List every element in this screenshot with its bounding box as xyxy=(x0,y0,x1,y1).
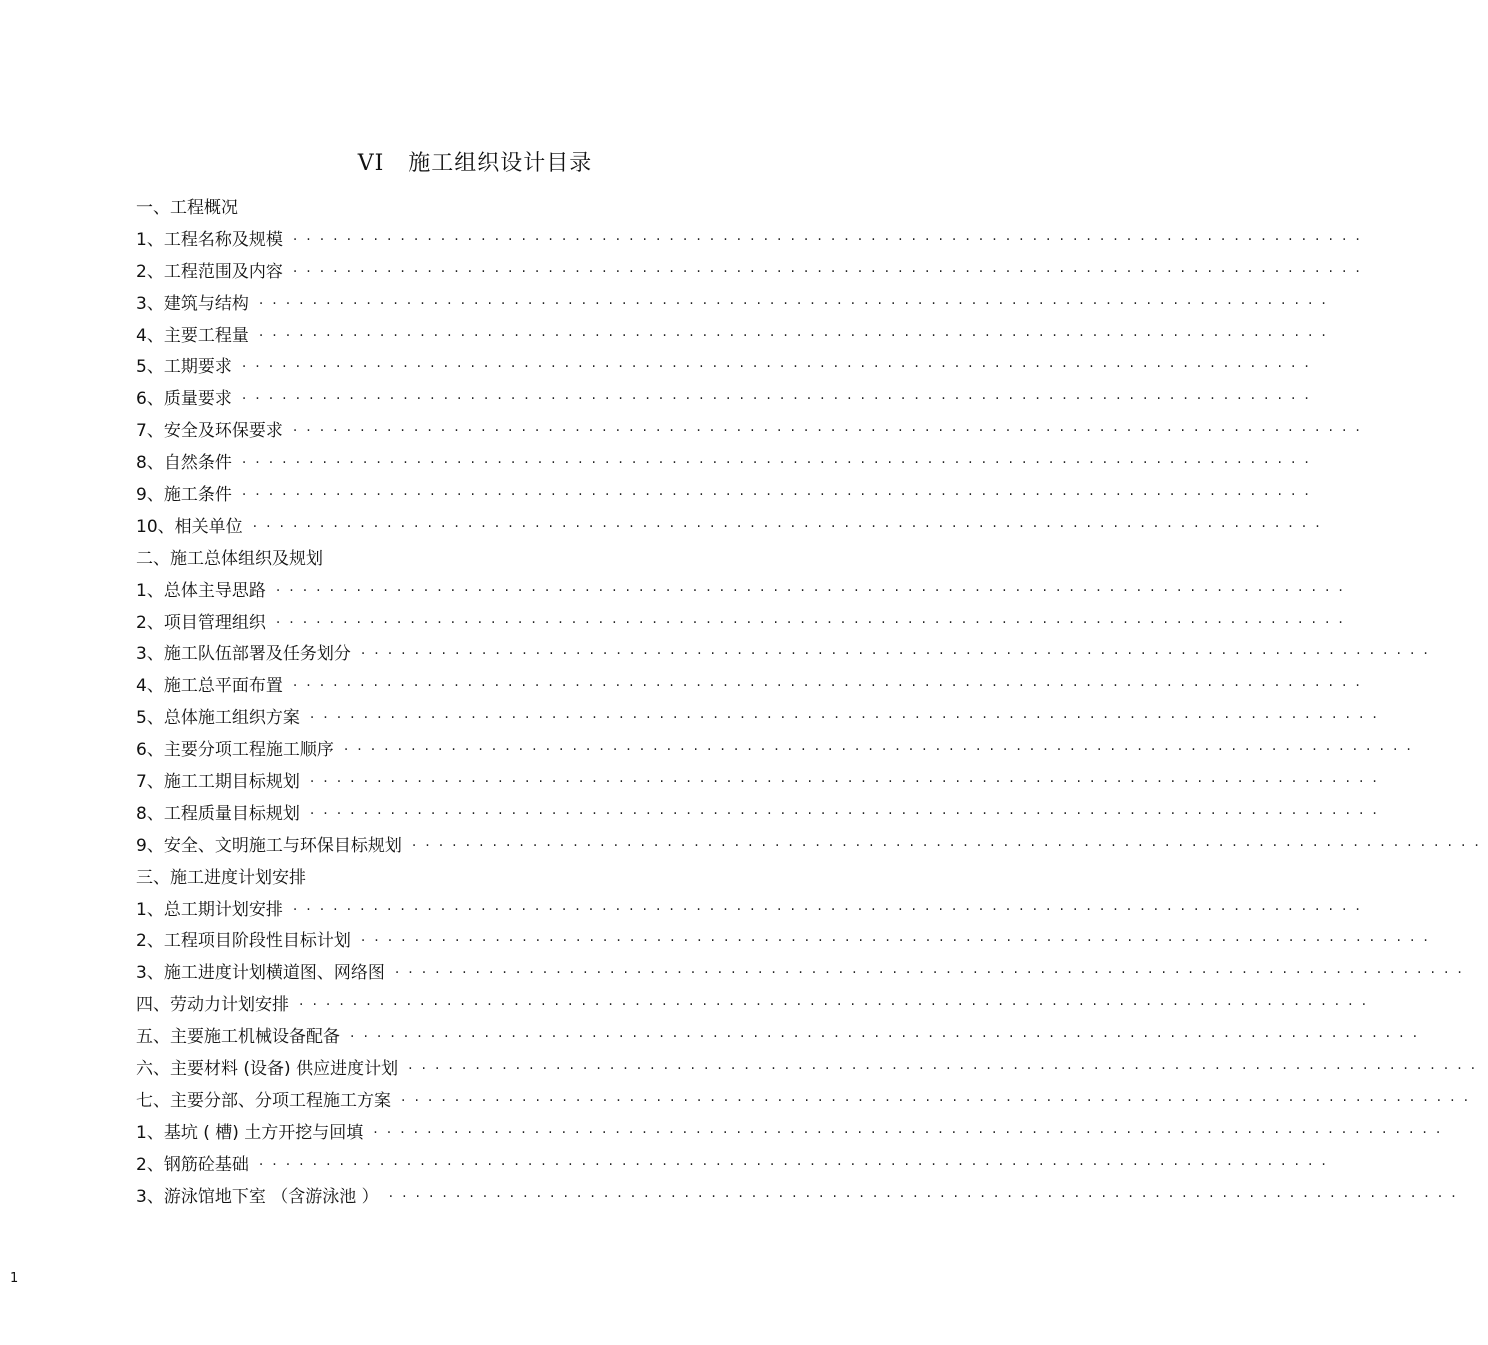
toc-entry xyxy=(136,448,1318,480)
page-number: 1 xyxy=(10,1271,19,1286)
toc-entry-label: 2、工程范围及内容 xyxy=(136,261,283,282)
toc-entry xyxy=(136,608,1352,640)
toc-entry-label: 三、施工进度计划安排 xyxy=(136,867,306,888)
toc-entry xyxy=(136,289,1335,321)
toc-entry-label: 1、总工期计划安排 xyxy=(136,899,283,920)
toc-dot-leader: ················································································ xyxy=(292,263,1369,280)
toc-dot-leader: ················································································ xyxy=(292,901,1369,918)
toc-section-heading xyxy=(136,863,796,895)
toc-entry xyxy=(136,1150,1335,1182)
toc-entry xyxy=(136,1022,1427,1054)
toc-dot-leader: ················································································ xyxy=(309,805,1386,822)
toc-dot-leader: ················································································ xyxy=(241,487,1318,504)
toc-entry-label: 五、主要施工机械设备配备 xyxy=(136,1027,340,1048)
toc-entry-label: 一、工程概况 xyxy=(136,198,238,218)
toc-entry-label: 10、相关单位 xyxy=(136,516,243,537)
toc-entry xyxy=(136,512,1329,544)
toc-entry xyxy=(136,1054,1485,1086)
toc-entry xyxy=(136,1118,1450,1150)
toc-entry-label: 七、主要分部、分项工程施工方案 xyxy=(136,1090,391,1111)
toc-entry xyxy=(136,990,1376,1022)
toc-entry-label: 2、项目管理组织 xyxy=(136,612,266,633)
toc-entry xyxy=(136,767,1386,799)
toc-dot-leader: ················································································ xyxy=(401,1092,1478,1109)
toc-entry-label: 3、游泳馆地下室 （含游泳池 ） xyxy=(136,1186,379,1207)
toc-entry-label: 3、建筑与结构 xyxy=(136,293,249,314)
toc-dot-leader: ················································································ xyxy=(408,1061,1485,1078)
toc-entry xyxy=(136,831,1488,863)
toc-dot-leader: ················································································ xyxy=(258,295,1335,312)
toc-entry xyxy=(136,225,1369,257)
toc-entry xyxy=(136,703,1386,735)
toc-dot-leader: ················································································ xyxy=(275,614,1352,631)
toc-dot-leader: ················································································ xyxy=(299,997,1376,1014)
toc-section-heading xyxy=(136,193,796,225)
toc-entry xyxy=(136,576,1352,608)
toc-entry-label: 8、自然条件 xyxy=(136,453,232,474)
toc-entry-label: 4、施工总平面布置 xyxy=(136,676,283,697)
toc-dot-leader: ················································································ xyxy=(241,359,1318,376)
toc-entry xyxy=(136,1086,1478,1118)
toc-dot-leader: ················································································ xyxy=(360,646,1437,663)
toc-dot-leader: ················································································ xyxy=(258,1156,1335,1173)
toc-entry-label: 二、施工总体组织及规划 xyxy=(136,548,323,569)
toc-dot-leader: ················································································ xyxy=(411,837,1488,854)
toc-entry-label: 四、劳动力计划安排 xyxy=(136,995,289,1016)
toc-entry xyxy=(136,799,1386,831)
toc-dot-leader: ················································································ xyxy=(241,455,1318,472)
title-text: 施工组织设计目录 xyxy=(408,151,593,176)
toc-dot-leader: ················································································ xyxy=(350,1029,1427,1046)
toc-dot-leader: ················································································ xyxy=(388,1188,1465,1205)
toc-entry-label: 1、工程名称及规模 xyxy=(136,229,283,250)
toc-entry xyxy=(136,416,1369,448)
toc-dot-leader: ················································································ xyxy=(309,710,1386,727)
toc-entry xyxy=(136,958,1471,990)
document-title xyxy=(0,146,950,177)
toc-entry-label: 9、施工条件 xyxy=(136,485,232,506)
toc-entry-label: 六、主要材料 (设备) 供应进度计划 xyxy=(136,1059,399,1080)
toc-section-heading xyxy=(136,544,796,576)
toc-dot-leader: ················································································ xyxy=(275,582,1352,599)
toc-entry xyxy=(136,321,1335,353)
toc-entry xyxy=(136,671,1369,703)
toc-dot-leader: ················································································ xyxy=(373,1124,1450,1141)
toc-entry-label: 5、工期要求 xyxy=(136,357,232,378)
toc-dot-leader: ················································································ xyxy=(252,518,1329,535)
toc-entry xyxy=(136,895,1369,927)
toc-dot-leader: ················································································ xyxy=(394,965,1471,982)
toc-entry xyxy=(136,480,1318,512)
toc-entry-label: 5、总体施工组织方案 xyxy=(136,708,300,729)
toc-entry xyxy=(136,257,1369,289)
toc-entry-label: 2、钢筋砼基础 xyxy=(136,1154,249,1175)
table-of-contents xyxy=(136,193,1488,1214)
toc-dot-leader: ················································································ xyxy=(241,391,1318,408)
toc-entry xyxy=(136,639,1437,671)
toc-entry xyxy=(136,926,1437,958)
toc-entry-label: 1、基坑 ( 槽) 土方开挖与回填 xyxy=(136,1122,364,1143)
toc-entry-label: 9、安全、文明施工与环保目标规划 xyxy=(136,835,402,856)
toc-entry xyxy=(136,735,1420,767)
toc-entry-label: 6、主要分项工程施工顺序 xyxy=(136,740,334,761)
toc-entry-label: 7、安全及环保要求 xyxy=(136,421,283,442)
toc-dot-leader: ················································································ xyxy=(292,423,1369,440)
toc-entry-label: 1、总体主导思路 xyxy=(136,580,266,601)
toc-dot-leader: ················································································ xyxy=(309,774,1386,791)
toc-entry-label: 2、工程项目阶段性目标计划 xyxy=(136,931,351,952)
toc-dot-leader: ················································································ xyxy=(258,327,1335,344)
toc-entry-label: 7、施工工期目标规划 xyxy=(136,772,300,793)
toc-entry-label: 3、施工进度计划横道图、网络图 xyxy=(136,963,385,984)
toc-entry xyxy=(136,352,1318,384)
toc-dot-leader: ················································································ xyxy=(360,933,1437,950)
toc-entry-label: 4、主要工程量 xyxy=(136,325,249,346)
toc-dot-leader: ················································································ xyxy=(292,231,1369,248)
toc-dot-leader: ················································································ xyxy=(292,678,1369,695)
toc-entry xyxy=(136,384,1318,416)
toc-dot-leader: ················································································ xyxy=(343,742,1420,759)
toc-entry-label: 8、工程质量目标规划 xyxy=(136,803,300,824)
toc-entry xyxy=(136,1182,1465,1214)
title-roman-numeral: VI xyxy=(357,151,385,176)
toc-entry-label: 6、质量要求 xyxy=(136,389,232,410)
toc-entry-label: 3、施工队伍部署及任务划分 xyxy=(136,644,351,665)
